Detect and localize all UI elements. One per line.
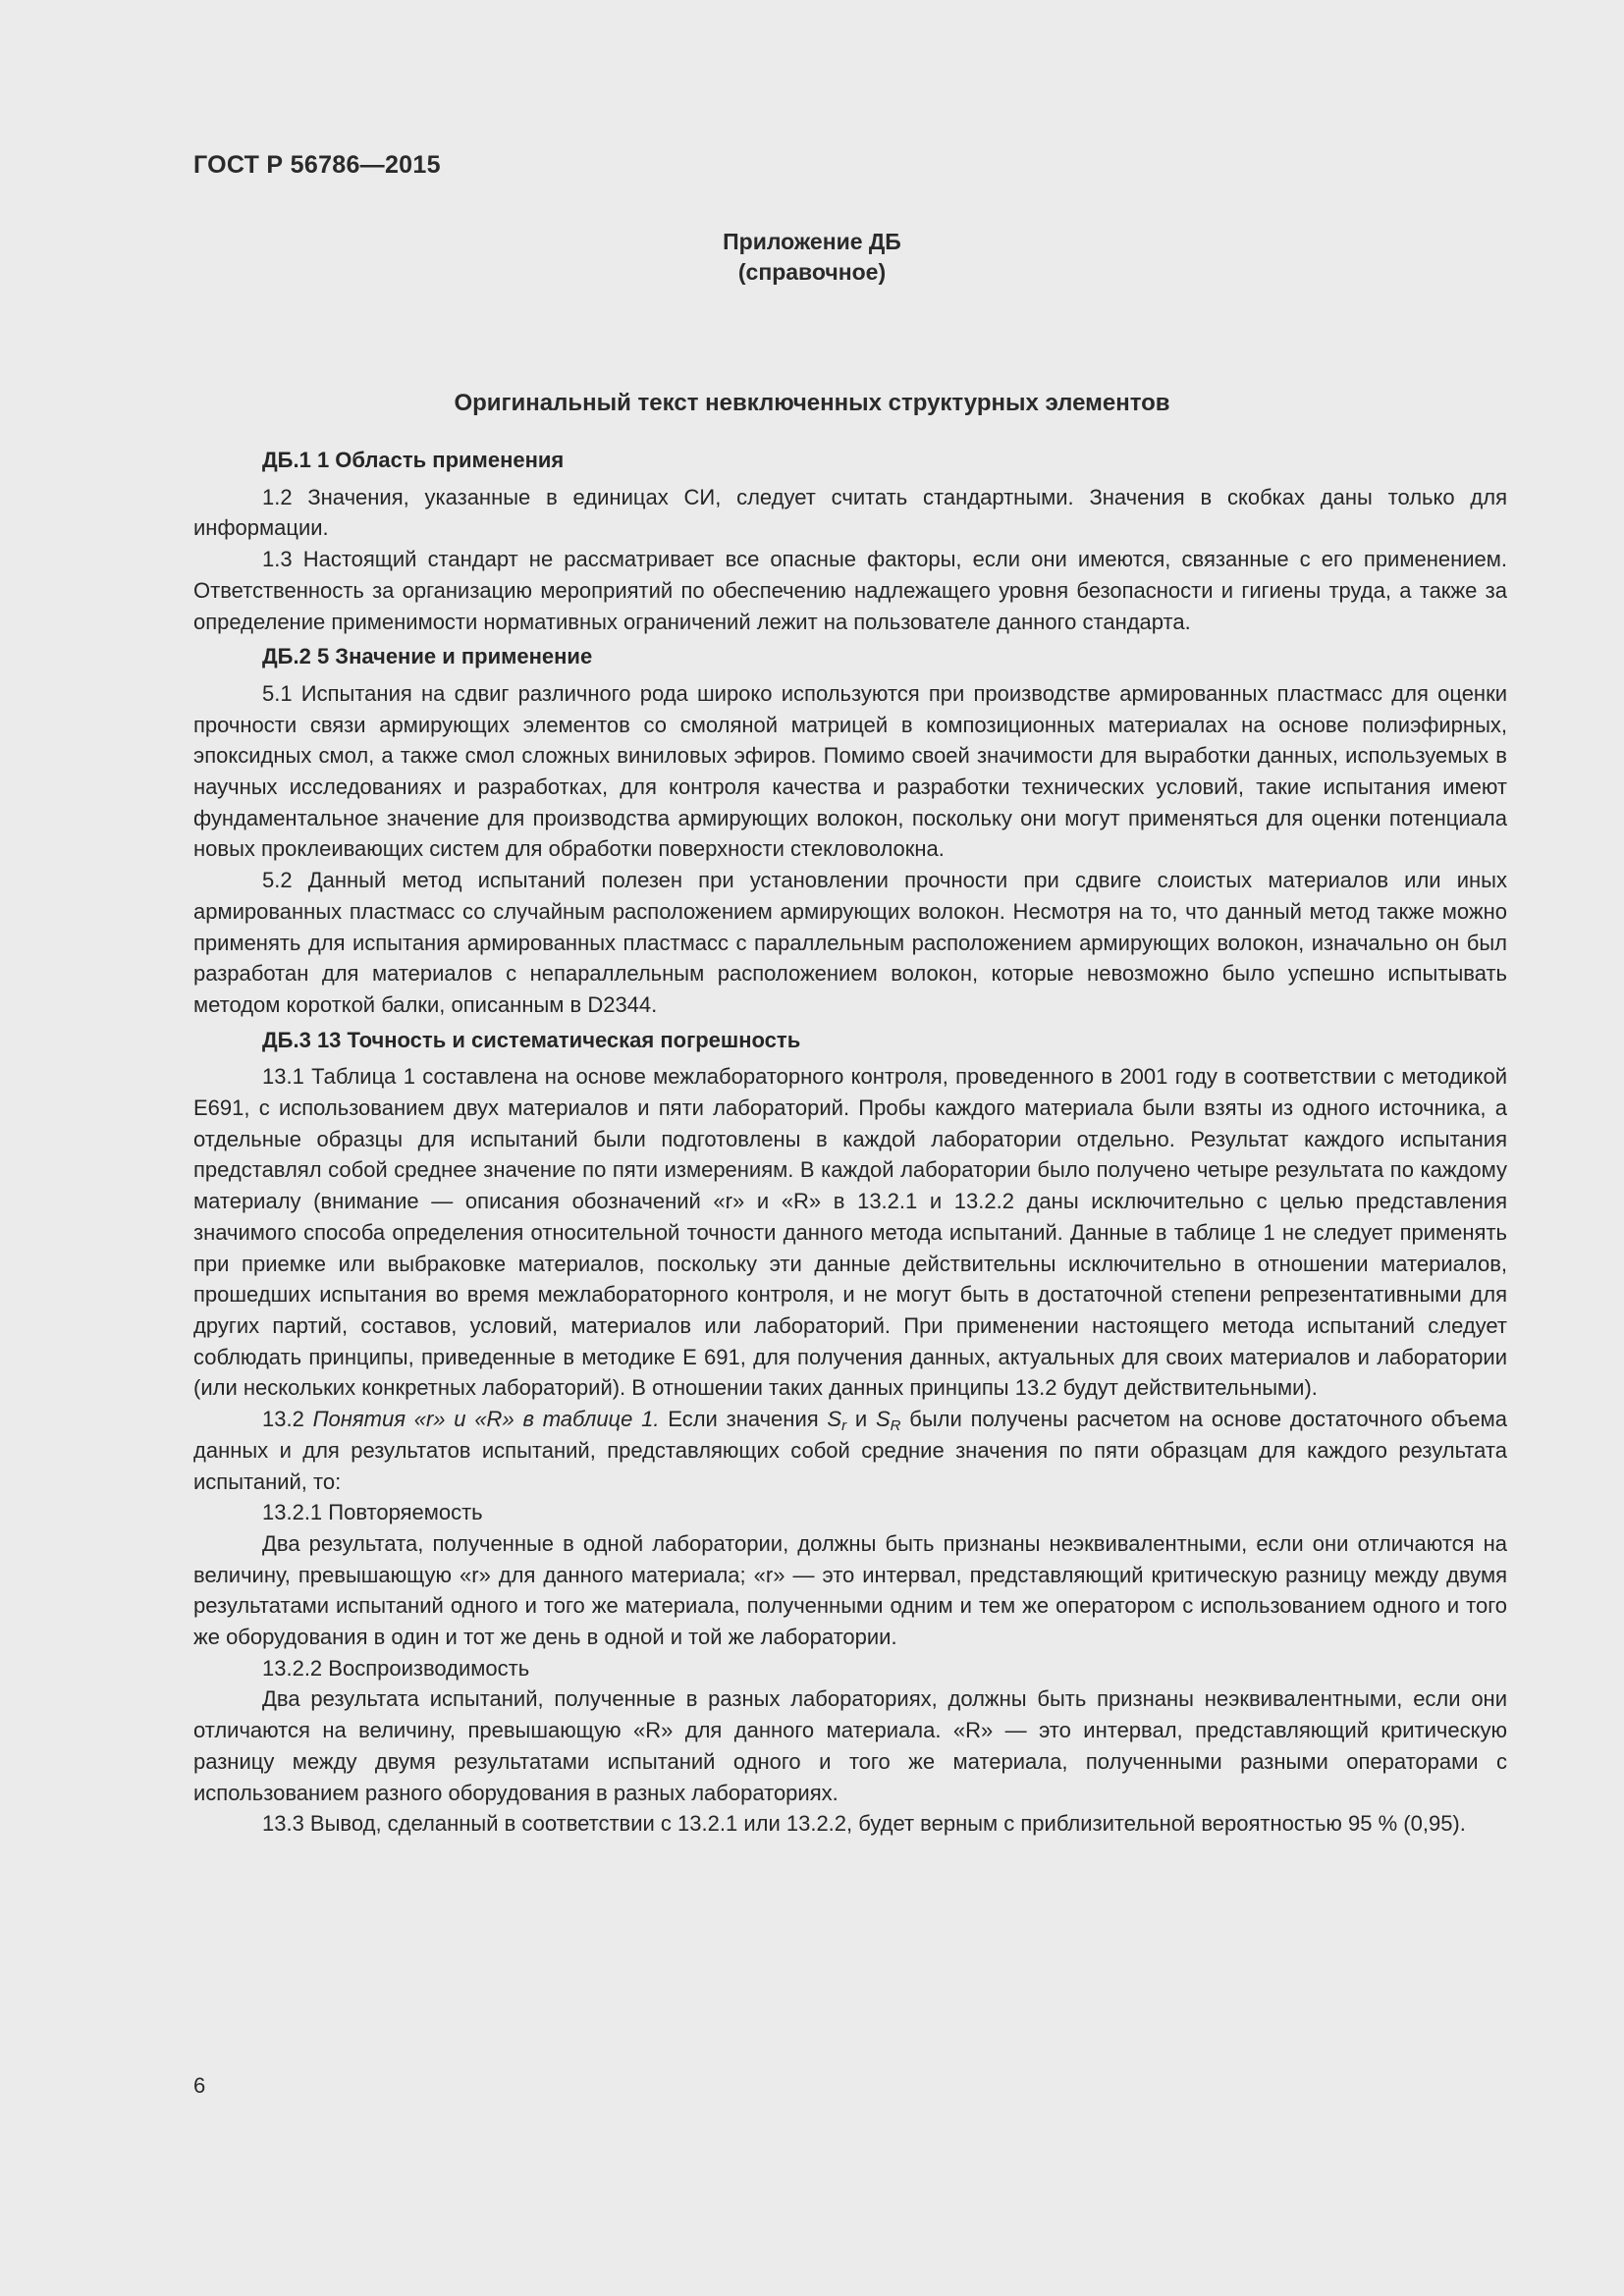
- annex-title-block: [0, 227, 1624, 288]
- paragraph-5-2: 5.2 Данный метод испытаний полезен при установлении прочности при сдвиге слоистых материалов или иных армированных пластмасс со случайным расположением армирующих волокон. Несмотря на то, что данный метод также можно применять для испытания армированных пластмасс с параллельным расположением армирующих волокон, изначально он был разработан для материалов с непараллельным расположением волокон, которые невозможно было успешно испытывать методом короткой балки, описанным в D2344.: [193, 868, 1507, 1017]
- paragraph-13-3: 13.3 Вывод, сделанный в соответствии с 13.2.1 или 13.2.2, будет верным с приблизительной вероятностью 95 % (0,95).: [262, 1811, 1466, 1837]
- paragraph-13-2-intro: Если значения: [659, 1407, 828, 1432]
- paragraph-13-2: [193, 1404, 1507, 1497]
- heading-db1: ДБ.1 1 Область применения: [262, 448, 565, 472]
- subsection-13-2-2-title: 13.2.2 Воспроизводимость: [262, 1655, 530, 1681]
- annex-title: Приложение ДБ: [723, 229, 901, 254]
- heading-db2: ДБ.2 5 Значение и применение: [262, 644, 593, 669]
- section-title: Оригинальный текст невключенных структурных элементов: [454, 390, 1170, 416]
- paragraph-1-3: 1.3 Настоящий стандарт не рассматривает все опасные факторы, если они имеются, связанные с его применением. Ответственность за организацию мероприятий по обеспечению надлежащего уровня безопасности и гигиены труда, а также за определение применимости нормативных ограничений лежит на пользователе данного стандарта.: [193, 547, 1507, 634]
- paragraph-13-1: 13.1 Таблица 1 составлена на основе межлабораторного контроля, проведенного в 2001 году в соответствии с методикой E691, с использованием двух материалов и пяти лабораторий. Пробы каждого материала были взяты из одного источника, а отдельные образцы для испытаний были подготовлены в каждой лаборатории отдельно. Результат каждого испытания представлял собой среднее значение по пяти измерениям. В каждой лаборатории было получено четыре результата по каждому материалу (внимание — описания обозначений «r» и «R» в 13.2.1 и 13.2.2 даны исключительно с целью представления значимого способа определения относительной точности данного метода испытаний. Данные в таблице 1 не следует применять при приемке или выбраковке материалов, поскольку эти данные действительны исключительно в отношении материалов, прошедших испытания во время межлабораторного контроля, и не могут быть в достаточной степени репрезентативными для других партий, составов, условий, материалов или лабораторий. При применении настоящего метода испытаний следует соблюдать принципы, приведенные в методике E 691, для получения данных, актуальных для своих материалов и лаборатории (или нескольких конкретных лабораторий). В отношении таких данных принципы 13.2 будут действительными).: [193, 1064, 1507, 1401]
- document-body: [193, 445, 1507, 1840]
- paragraph-13-2-number: 13.2: [262, 1407, 313, 1432]
- paragraph-13-2-rest: были получены расчетом на основе достаточного объема данных и для результатов испытаний, представляющих собой средние значения по пяти образцам для каждого результата испытаний, то:: [193, 1407, 1507, 1494]
- paragraph-5-1: 5.1 Испытания на сдвиг различного рода широко используются при производстве армированных пластмасс для оценки прочности связи армирующих элементов со смоляной матрицей в композиционных материалах на основе полиэфирных, эпоксидных смол, а также смол сложных виниловых эфиров. Помимо своей значимости для выработки данных, используемых в научных исследованиях и разработках, для контроля качества и разработки технических условий, такие испытания имеют фундаментальное значение для производства армирующих волокон, поскольку они могут применяться для оценки потенциала новых проклеивающих систем для обработки поверхности стекловолокна.: [193, 680, 1507, 862]
- paragraph-13-2-2: Два результата испытаний, полученные в разных лабораториях, должны быть признаны неэквивалентными, если они отличаются на величину, превышающую «R» для данного материала. «R» — это интервал, представляющий критическую разницу между двумя результатами испытаний одного и того же материала, полученными разными операторами с использованием разного оборудования в разных лабораториях.: [193, 1686, 1507, 1805]
- symbol-s-R: $S_R$: [875, 1407, 901, 1435]
- paragraph-13-2-italic-title: Понятия «r» и «R» в таблице 1.: [312, 1407, 660, 1432]
- document-id-header: ГОСТ Р 56786—2015: [193, 151, 441, 179]
- subsection-13-2-1-title: 13.2.1 Повторяемость: [262, 1500, 483, 1525]
- page-number: 6: [193, 2073, 206, 2098]
- symbol-s-r: $S_r$: [827, 1407, 847, 1435]
- paragraph-13-2-1: Два результата, полученные в одной лаборатории, должны быть признаны неэквивалентными, если они отличаются на величину, превышающую «r» для данного материала; «r» — это интервал, представляющий критическую разницу между двумя результатами испытаний одного и того же материала, полученными одним и тем же оператором с использованием одного и того же оборудования в один и тот же день в одной и той же лаборатории.: [193, 1530, 1507, 1650]
- annex-type: (справочное): [737, 259, 887, 285]
- heading-db3: ДБ.3 13 Точность и систематическая погрешность: [262, 1027, 801, 1052]
- paragraph-1-2: 1.2 Значения, указанные в единицах СИ, следует считать стандартными. Значения в скобках даны только для информации.: [193, 484, 1507, 541]
- paragraph-13-2-and: и: [846, 1407, 876, 1432]
